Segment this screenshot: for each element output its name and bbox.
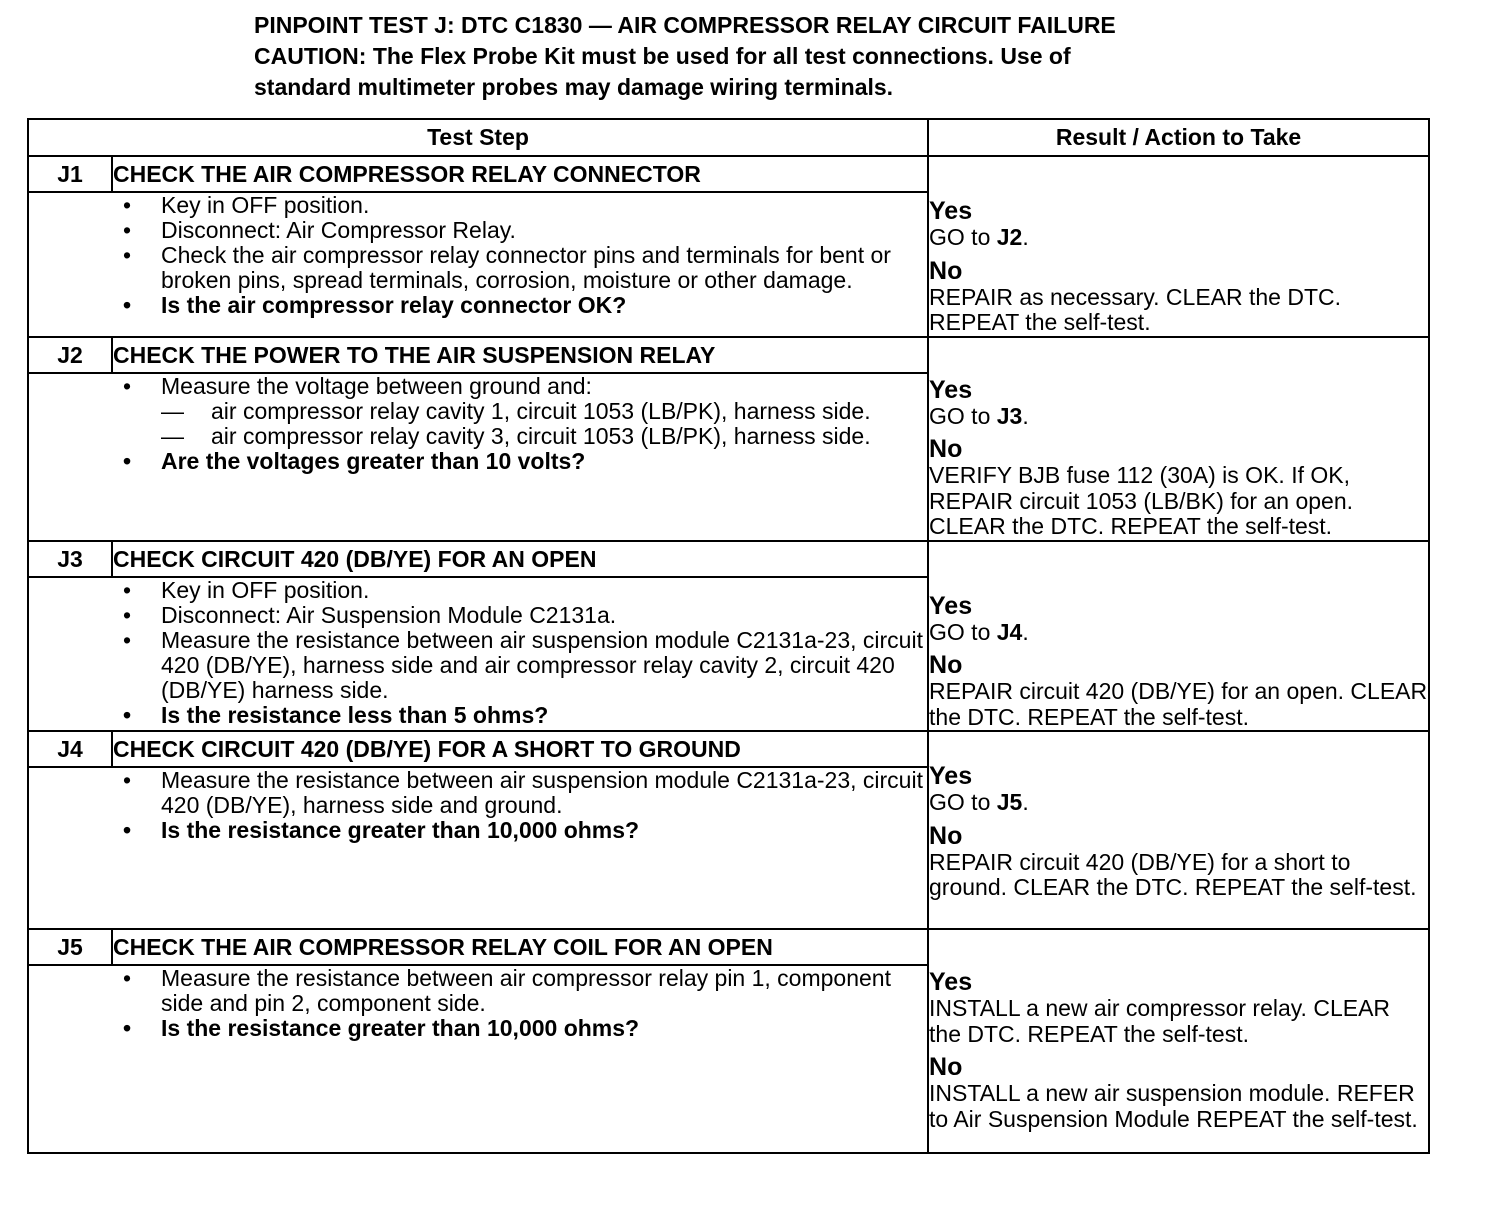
yes-action-tail: . xyxy=(1022,618,1029,645)
yes-action-text: GO to xyxy=(929,402,991,429)
step-title: CHECK THE AIR COMPRESSOR RELAY CONNECTOR xyxy=(112,156,928,192)
step-title-row-j1 xyxy=(28,156,1429,192)
result-no-action: INSTALL a new air suspension module. REFER to Air Suspension Module REPEAT the self-test. xyxy=(929,1080,1418,1132)
result-yes-label: Yes xyxy=(929,762,973,790)
header-title: PINPOINT TEST J: DTC C1830 — AIR COMPRESSOR RELAY CIRCUIT FAILURE xyxy=(254,12,1116,38)
result-yes-label: Yes xyxy=(929,968,973,996)
result-yes-action: INSTALL a new air compressor relay. CLEAR the DTC. REPEAT the self-test. xyxy=(929,995,1391,1047)
yes-action-tail: . xyxy=(1022,224,1029,250)
yes-action-text: GO to xyxy=(929,789,991,815)
bullet-marker: • xyxy=(123,447,132,474)
yes-action-target: J3 xyxy=(996,402,1023,429)
step-title-row-j5 xyxy=(28,929,1429,965)
result-yes-action xyxy=(929,225,1428,251)
result-no-label: No xyxy=(929,256,963,285)
step-result-j2 xyxy=(928,337,1429,541)
list-item-text: Measure the voltage between ground and: xyxy=(161,372,592,399)
step-question xyxy=(29,449,927,474)
result-no-action: REPAIR circuit 420 (DB/YE) for an open. CLEAR the DTC. REPEAT the self-test. xyxy=(929,678,1428,730)
step-body xyxy=(28,767,928,929)
question-text: Is the resistance less than 5 ohms? xyxy=(161,701,549,728)
step-title: CHECK THE AIR COMPRESSOR RELAY COIL FOR AN OPEN xyxy=(112,929,928,965)
yes-action-target: J5 xyxy=(996,789,1023,815)
list-item xyxy=(29,193,927,218)
column-header-test-step: Test Step xyxy=(28,119,928,156)
step-result-j1 xyxy=(928,156,1429,337)
step-body xyxy=(28,577,928,732)
yes-action-target: J2 xyxy=(996,224,1023,250)
sub-list-item xyxy=(161,424,927,449)
list-item-text: Measure the resistance between air compressor relay pin 1, component side and pin 2, component side. xyxy=(161,965,891,1016)
list-item xyxy=(29,218,927,243)
bullet-marker: • xyxy=(123,767,132,793)
step-title-row-j2 xyxy=(28,337,1429,373)
bullet-marker: • xyxy=(123,1015,132,1041)
yes-action-tail: . xyxy=(1022,402,1029,429)
yes-action-text: GO to xyxy=(929,224,991,250)
result-yes-action xyxy=(929,790,1428,816)
question-text: Is the resistance greater than 10,000 ohms? xyxy=(161,1015,640,1041)
header-caution-line-2: standard multimeter probes may damage wiring terminals. xyxy=(254,74,894,100)
step-result-j5 xyxy=(928,929,1429,1153)
step-title: CHECK CIRCUIT 420 (DB/YE) FOR AN OPEN xyxy=(112,541,928,577)
yes-action-text: GO to xyxy=(929,618,991,645)
bullet-marker: • xyxy=(123,965,132,991)
dash-marker: — xyxy=(161,397,184,424)
bullet-marker: • xyxy=(123,192,132,218)
bullet-marker: • xyxy=(123,372,132,399)
list-item xyxy=(29,768,927,818)
yes-action-target: J4 xyxy=(996,618,1023,645)
result-yes-label: Yes xyxy=(929,591,973,620)
pinpoint-test-table xyxy=(27,118,1430,1154)
step-body xyxy=(28,192,928,337)
sub-list-item xyxy=(161,399,927,424)
step-id: J2 xyxy=(28,337,112,373)
header-caution-line-1: CAUTION: The Flex Probe Kit must be used for all test connections. Use of xyxy=(254,43,1071,69)
step-id: J5 xyxy=(28,929,112,965)
question-text: Is the air compressor relay connector OK? xyxy=(161,292,627,318)
bullet-marker: • xyxy=(123,217,132,243)
list-item xyxy=(29,628,927,703)
step-question xyxy=(29,818,927,843)
result-no-label: No xyxy=(929,821,963,850)
bullet-marker: • xyxy=(123,817,132,843)
table-header-row xyxy=(28,119,1429,156)
yes-action-tail: . xyxy=(1022,789,1029,815)
result-yes-action xyxy=(929,620,1428,646)
step-id: J4 xyxy=(28,731,112,767)
step-id: J1 xyxy=(28,156,112,192)
list-item xyxy=(29,243,927,293)
list-item-text: Check the air compressor relay connector pins and terminals for bent or broken pins, spread terminals, corrosion, moisture or other damage. xyxy=(161,242,891,293)
list-item-text: Disconnect: Air Suspension Module C2131a. xyxy=(161,601,617,628)
question-text: Are the voltages greater than 10 volts? xyxy=(161,447,586,474)
result-no-label: No xyxy=(929,1053,963,1081)
step-title-row-j3 xyxy=(28,541,1429,577)
bullet-marker: • xyxy=(123,701,132,728)
step-title: CHECK THE POWER TO THE AIR SUSPENSION RELAY xyxy=(112,337,928,373)
bullet-marker: • xyxy=(123,576,132,603)
result-yes-label: Yes xyxy=(929,375,973,404)
result-no-action: REPAIR as necessary. CLEAR the DTC. REPEAT the self-test. xyxy=(929,283,1342,335)
result-yes-action xyxy=(929,404,1428,430)
step-body xyxy=(28,373,928,541)
list-item xyxy=(29,374,927,449)
bullet-marker: • xyxy=(123,292,132,318)
step-question xyxy=(29,293,927,318)
result-no-action: VERIFY BJB fuse 112 (30A) is OK. If OK, REPAIR circuit 1053 (LB/BK) for an open. CLEAR the DTC. REPEAT the self-test. xyxy=(929,462,1354,539)
step-question xyxy=(29,1016,927,1041)
step-question xyxy=(29,703,927,728)
list-item-text: Measure the resistance between air suspension module C2131a-23, circuit 420 (DB/YE), harness side and ground. xyxy=(161,767,923,818)
step-body xyxy=(28,965,928,1153)
list-item-text: Key in OFF position. xyxy=(161,192,370,218)
sub-list-item-text: air compressor relay cavity 3, circuit 1053 (LB/PK), harness side. xyxy=(211,422,871,449)
list-item xyxy=(29,603,927,628)
list-item-text: Measure the resistance between air suspension module C2131a-23, circuit 420 (DB/YE), harness side and air compressor relay cavity 2, circuit 420 (DB/YE) harness side. xyxy=(161,626,923,703)
list-item xyxy=(29,578,927,603)
sub-list-item-text: air compressor relay cavity 1, circuit 1053 (LB/PK), harness side. xyxy=(211,397,871,424)
step-result-j4 xyxy=(928,731,1429,929)
bullet-marker: • xyxy=(123,601,132,628)
column-header-result: Result / Action to Take xyxy=(928,119,1429,156)
document-header xyxy=(254,10,1434,103)
step-title: CHECK CIRCUIT 420 (DB/YE) FOR A SHORT TO GROUND xyxy=(112,731,928,767)
bullet-marker: • xyxy=(123,242,132,268)
result-no-action: REPAIR circuit 420 (DB/YE) for a short to ground. CLEAR the DTC. REPEAT the self-test. xyxy=(929,848,1417,900)
list-item xyxy=(29,966,927,1016)
bullet-marker: • xyxy=(123,626,132,653)
question-text: Is the resistance greater than 10,000 ohms? xyxy=(161,817,640,843)
list-item-text: Key in OFF position. xyxy=(161,576,370,603)
result-yes-label: Yes xyxy=(929,197,973,225)
step-result-j3 xyxy=(928,541,1429,732)
result-no-label: No xyxy=(929,651,963,679)
result-no-label: No xyxy=(929,435,963,463)
step-id: J3 xyxy=(28,541,112,577)
dash-marker: — xyxy=(161,422,184,449)
step-title-row-j4 xyxy=(28,731,1429,767)
list-item-text: Disconnect: Air Compressor Relay. xyxy=(161,217,516,243)
